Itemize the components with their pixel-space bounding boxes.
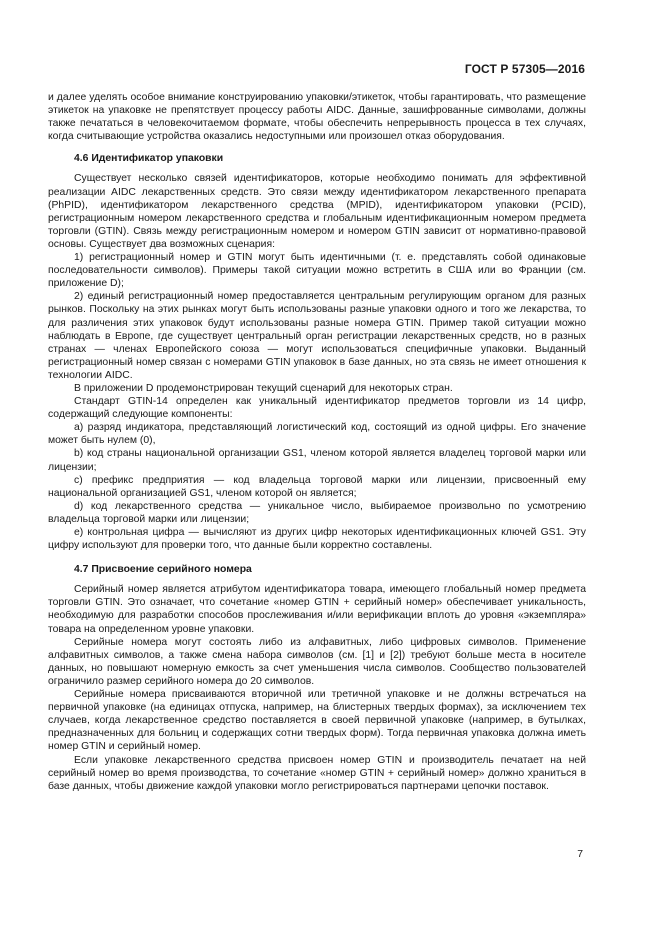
list-item: e) контрольная цифра — вычисляют из других цифр некоторых идентификационных ключей GS1. Эту цифру используют для проверки того, что данные были корректно составлены. [48, 527, 586, 552]
list-item: c) префикс предприятия — код владельца торговой марки или лицензии, присвоенный ему национальной организацией GS1, членом которой он является; [48, 474, 586, 499]
intro-paragraph: и далее уделять особое внимание конструированию упаковки/этикеток, чтобы гарантировать, что размещение этикеток на упаковке не препятствует процессу работы AIDC. Данные, зашифрованные символами, должны также печататься в человекочитаемом формате, чтобы обеспечить непрерывность процесса в тех случаях, когда считывающие устройства оказались недоступными или произошел отказ оборудования. [48, 92, 586, 143]
paragraph: Стандарт GTIN-14 определен как уникальный идентификатор предметов торговли из 14 цифр, содержащий следующие компоненты: [48, 396, 586, 421]
list-item: d) код лекарственного средства — уникальное число, выбираемое произвольно по усмотрению владельца торговой марки или лицензии; [48, 500, 586, 525]
section-heading-4-6: 4.6 Идентификатор упаковки [74, 153, 224, 165]
paragraph: Серийные номера присваиваются вторичной или третичной упаковке и не должны встречаться на первичной упаковке (на единицах отпуска, например, на блистерных твердых формах), за исключением тех случаев, когда лекарственное средство поставляется в своей первичной упаковке (например, в бутылках, предназначенных для больниц и содержащих сотни твердых форм). Тогда первичная упаковка должна иметь номер GTIN и серийный номер. [48, 689, 586, 753]
list-item: a) разряд индикатора, представляющий логистический код, состоящий из одной цифры. Его значение может быть нулем (0), [48, 422, 586, 447]
standard-header: ГОСТ Р 57305—2016 [464, 62, 585, 76]
list-item: 1) регистрационный номер и GTIN могут быть идентичными (т. е. представлять собой одинаковые последовательности символов). Примеры такой ситуации можно встретить в США или во Франции (см. приложение D); [48, 252, 586, 290]
page-content [48, 91, 586, 793]
paragraph: Если упаковке лекарственного средства присвоен номер GTIN и производитель печатает на ней серийный номер во время производства, то сочетание «номер GTIN + серийный номер» должно храниться в базе данных, чтобы движение каждой упаковки могло регистрироваться партнерами цепочки поставок. [48, 754, 586, 792]
page-number: 7 [577, 849, 583, 860]
paragraph: В приложении D продемонстрирован текущий сценарий для некоторых стран. [74, 382, 453, 394]
paragraph: Существует несколько связей идентификаторов, которые необходимо понимать для эффективной реализации AIDC лекарственных средств. Это связи между идентификатором лекарственного препарата (PhPID), идентификатором лекарственного средства (MPID), идентификатором упаковки (PCID), регистрационным номером лекарственного средства и глобальным идентификационным номером предмета торговли (GTIN). Связь между регистрационным номером и номером GTIN зависит от нормативно-правовой основы. Существует два возможных сценария: [48, 173, 586, 250]
list-item: b) код страны национальной организации GS1, членом которой является владелец торговой марки или лицензии; [48, 448, 586, 473]
paragraph: Серийный номер является атрибутом идентификатора товара, имеющего глобальный номер предмета торговли GTIN. Это означает, что сочетание «номер GTIN + серийный номер» обеспечивает уникальность, необходимую для разработки способов прослеживания и/или верификации вплоть до уровня «экземпляра» товара на определенном уровне упаковки. [48, 584, 586, 635]
paragraph: Серийные номера могут состоять либо из алфавитных, либо цифровых символов. Применение алфавитных символов, а также смена набора символов (см. [1] и [2]) требуют больше места в носителе данных, но повышают номерную емкость за счет уменьшения числа символов. Сообщество пользователей ограничило размер серийного номера до 20 символов. [48, 636, 586, 687]
section-heading-4-7: 4.7 Присвоение серийного номера [74, 564, 252, 576]
list-item: 2) единый регистрационный номер предоставляется центральным регулирующим органом для разных рынков. Поскольку на этих рынках могут быть использованы разные упаковки одного и того же лекарства, то для различения этих упаковок будут использованы разные номера GTIN. Пример такой ситуации можно наблюдать в Европе, где существует центральный орган регистрации лекарственных средств, но в разных странах — членах Европейского союза — могут использоваться специфичные упаковки. Выданный регистрационный номер связан с номерами GTIN упаковок в базе данных, но эта связь не имеет отношения к технологии AIDC. [48, 291, 586, 381]
